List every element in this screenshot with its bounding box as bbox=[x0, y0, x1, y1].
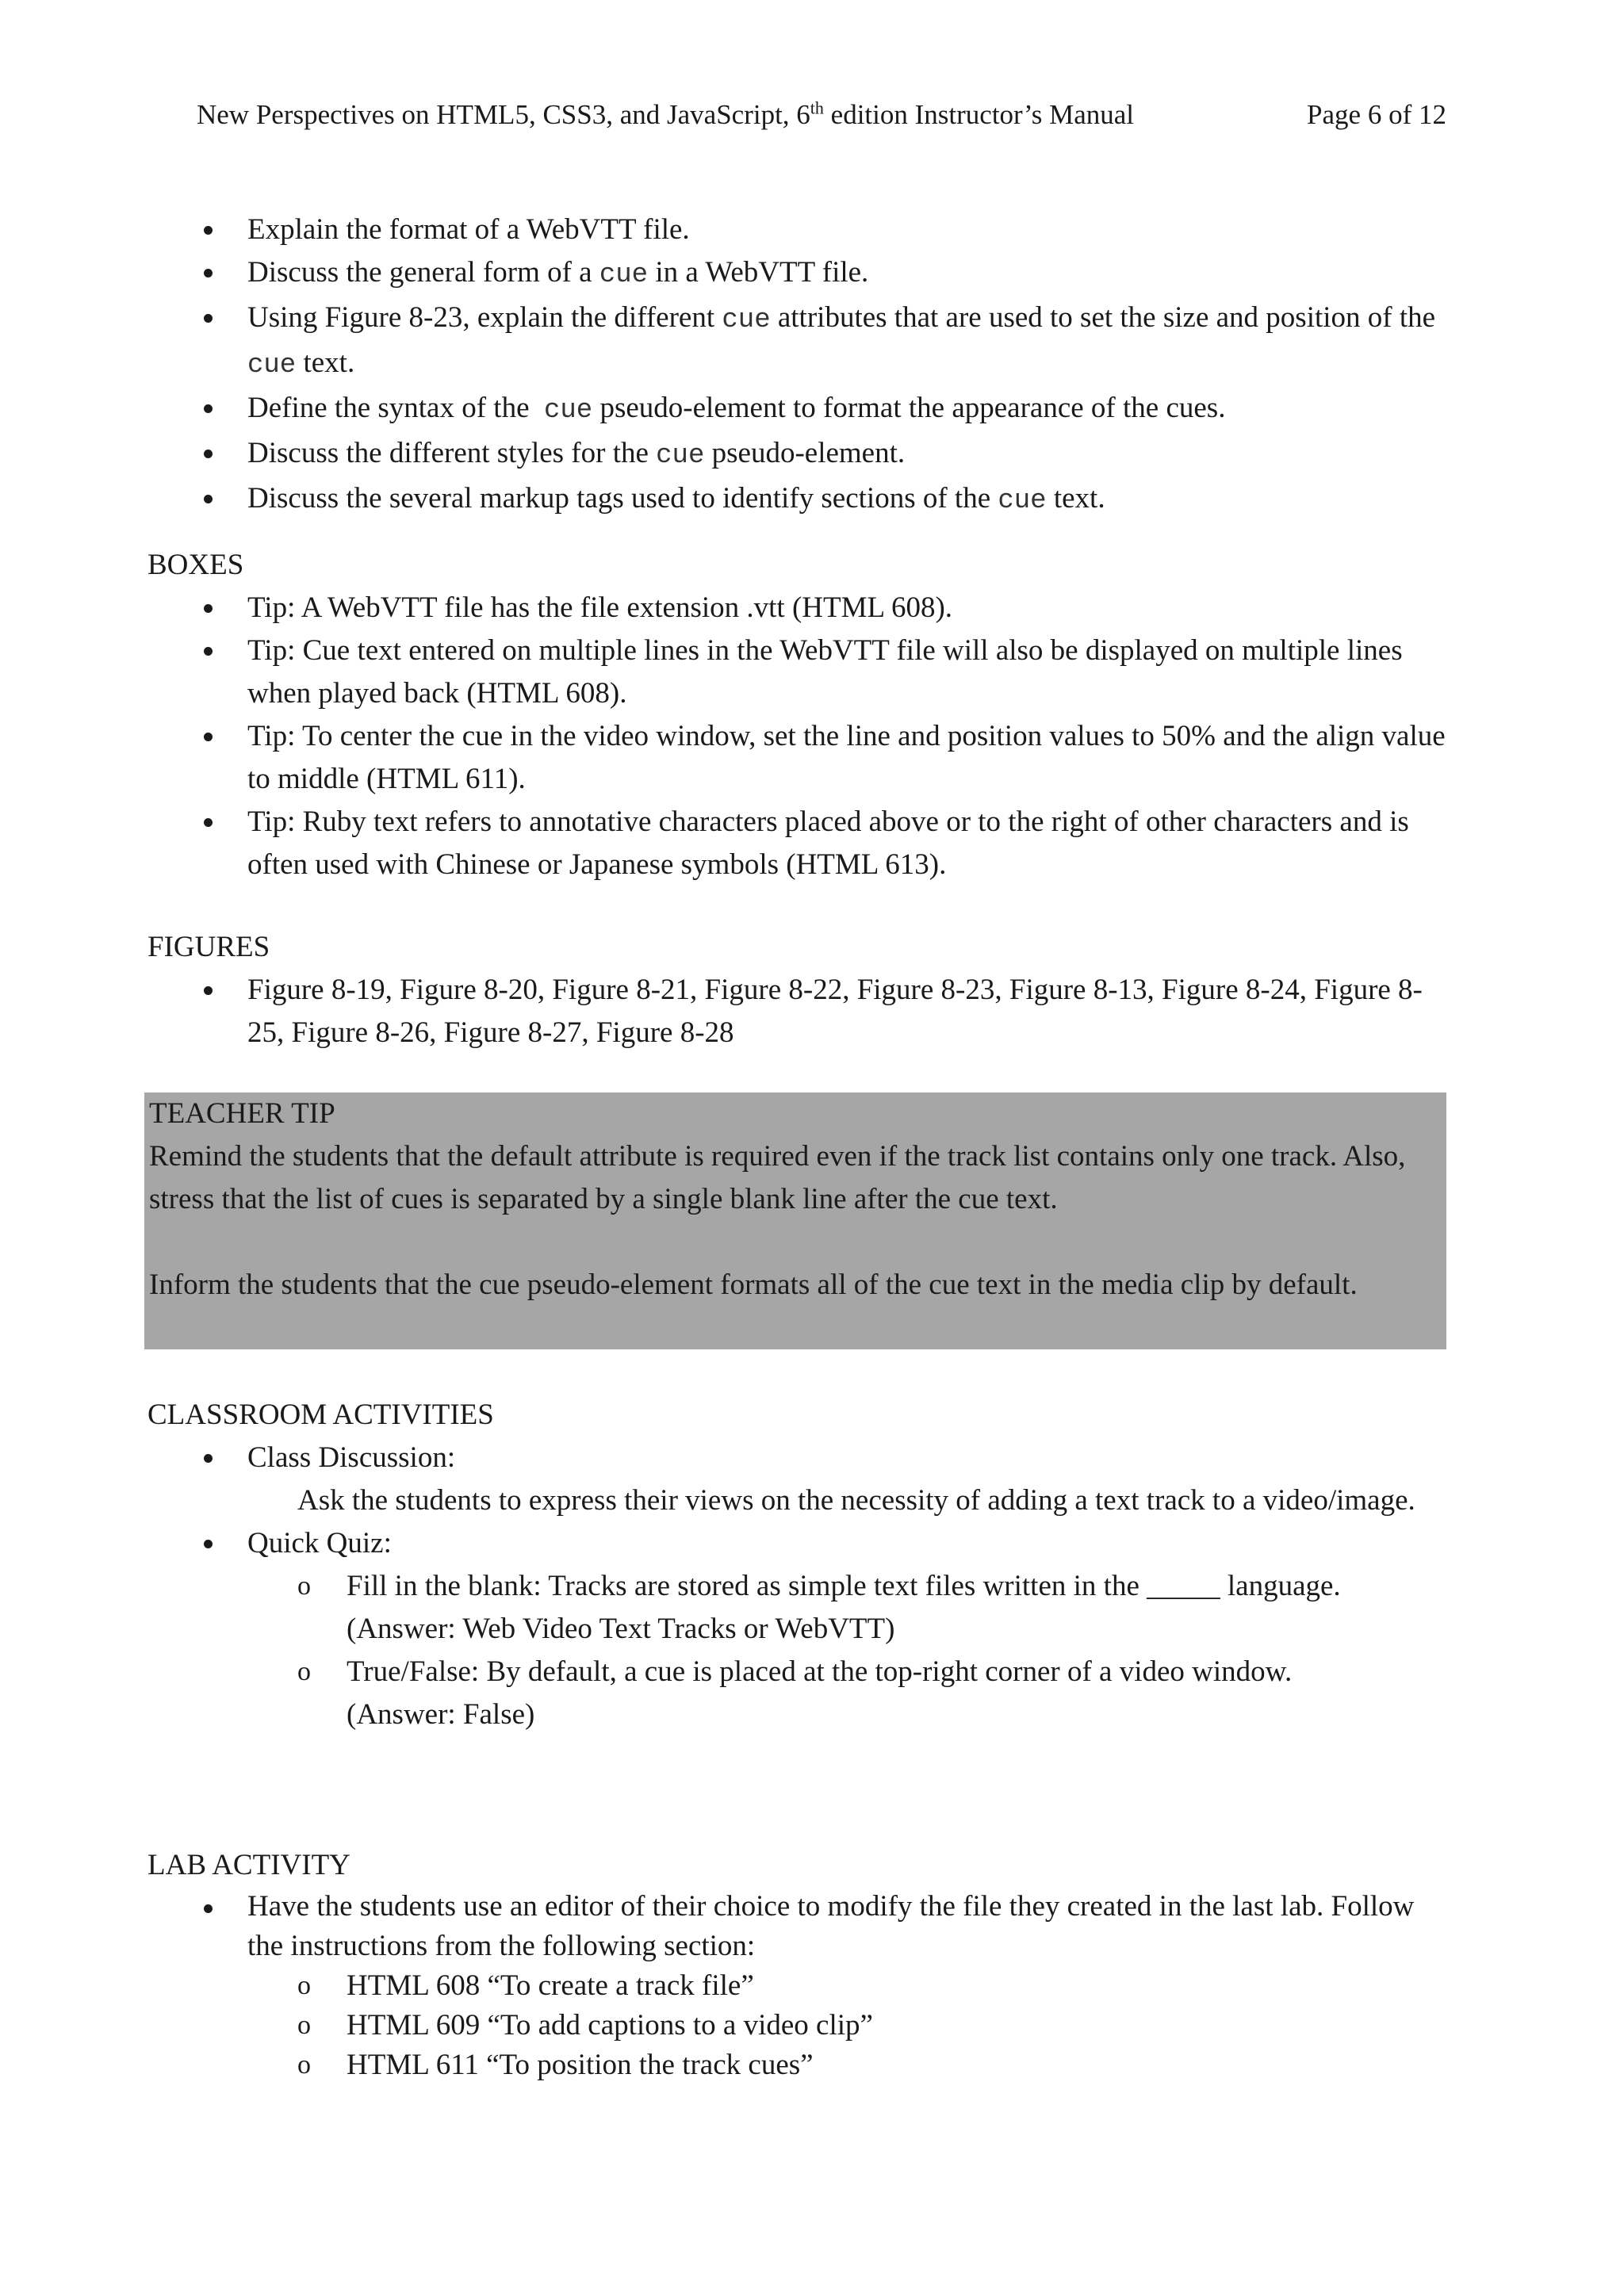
text-run: text. bbox=[1046, 482, 1105, 515]
text-run: Discuss the general form of a bbox=[247, 256, 599, 289]
list-item bbox=[247, 297, 1453, 387]
class-discussion-item bbox=[247, 1437, 1453, 1522]
lab-activity-list bbox=[247, 1887, 1453, 2085]
quiz-question-text: o Fill in the blank: Tracks are stored as simple text files written in the _____ language. bbox=[347, 1570, 1341, 1602]
quiz-answer: (Answer: False) bbox=[347, 1698, 535, 1731]
inline-code: cue bbox=[247, 350, 297, 381]
quiz-question-text: o True/False: By default, a cue is placed at the top-right corner of a video window. bbox=[347, 1655, 1293, 1688]
quiz-question bbox=[247, 1651, 1453, 1736]
list-item bbox=[247, 209, 1453, 251]
figures-list bbox=[247, 969, 1453, 1054]
text-run: pseudo-element. bbox=[704, 437, 906, 469]
intro-bullet-list bbox=[247, 209, 1453, 522]
page-number: Page 6 of 12 bbox=[1307, 99, 1446, 130]
text-run: Discuss the different styles for the bbox=[247, 437, 657, 469]
list-item: Figure 8-19, Figure 8-20, Figure 8-21, Figure 8-22, Figure 8-23, Figure 8-13, Figure 8-24, Figure 8-25, Figure 8-26, Figure 8-27, Figure 8-28 bbox=[247, 969, 1453, 1054]
edition-superscript: th bbox=[810, 98, 824, 118]
quick-quiz-item bbox=[247, 1522, 1453, 1736]
classroom-activities-list bbox=[247, 1437, 1453, 1736]
inline-code: cue bbox=[656, 441, 705, 471]
inline-code: cue bbox=[544, 396, 593, 426]
document-title-main: New Perspectives on HTML5, CSS3, and JavaScript, 6 bbox=[197, 99, 810, 130]
inline-code: cue bbox=[722, 305, 771, 335]
teacher-tip-heading: TEACHER TIP bbox=[149, 1097, 335, 1130]
document-title bbox=[197, 94, 1134, 136]
text-run: Define the syntax of the bbox=[247, 392, 544, 424]
lab-step: o HTML 611 “To position the track cues” bbox=[247, 2045, 1453, 2085]
text-run: Using Figure 8-23, explain the different bbox=[247, 301, 722, 334]
text-run: pseudo-element to format the appearance of the cues. bbox=[592, 392, 1226, 424]
teacher-tip-paragraph: Remind the students that the default attribute is required even if the track list contains only one track. Also, stress that the list of cues is separated by a single blank line after the cue text. bbox=[149, 1140, 1406, 1215]
text-run: text. bbox=[296, 346, 355, 379]
text-run: Discuss the several markup tags used to identify sections of the bbox=[247, 482, 998, 515]
lab-steps-list bbox=[247, 1966, 1453, 2085]
inline-code: cue bbox=[599, 260, 649, 290]
list-item: Tip: Ruby text refers to annotative characters placed above or to the right of other characters and is often used with Chinese or Japanese symbols (HTML 613). bbox=[247, 801, 1453, 886]
text-run: in a WebVTT file. bbox=[648, 256, 869, 289]
lab-activity-item bbox=[247, 1887, 1453, 2085]
inline-code: cue bbox=[998, 486, 1047, 516]
text-run: Explain the format of a WebVTT file. bbox=[247, 213, 690, 246]
list-item: Tip: To center the cue in the video window, set the line and position values to 50% and the align value to middle (HTML 611). bbox=[247, 715, 1453, 801]
class-discussion-text: Ask the students to express their views on the necessity of adding a text track to a video/image. bbox=[297, 1484, 1415, 1517]
list-item: Tip: Cue text entered on multiple lines in the WebVTT file will also be displayed on multiple lines when played back (HTML 608). bbox=[247, 629, 1453, 715]
quick-quiz-list bbox=[247, 1565, 1453, 1736]
lab-activity-text: Have the students use an editor of their choice to modify the file they created in the last lab. Follow the instructions from the following section: bbox=[247, 1890, 1415, 1962]
boxes-heading: BOXES bbox=[147, 549, 244, 581]
lab-activity-heading: LAB ACTIVITY bbox=[147, 1849, 350, 1881]
list-item bbox=[247, 387, 1453, 432]
quick-quiz-label: Quick Quiz: bbox=[247, 1527, 392, 1559]
list-item bbox=[247, 432, 1453, 477]
running-header bbox=[197, 94, 1446, 136]
paragraph-gap bbox=[149, 1221, 1442, 1264]
teacher-tip-paragraph: Inform the students that the cue pseudo-element formats all of the cue text in the media clip by default. bbox=[149, 1269, 1358, 1301]
classroom-activities-heading: CLASSROOM ACTIVITIES bbox=[147, 1399, 494, 1431]
list-item: Tip: A WebVTT file has the file extension .vtt (HTML 608). bbox=[247, 587, 1453, 629]
text-run: attributes that are used to set the size and position of the bbox=[770, 301, 1443, 334]
lab-step: o HTML 608 “To create a track file” bbox=[247, 1966, 1453, 2006]
quiz-question bbox=[247, 1565, 1453, 1651]
figures-heading: FIGURES bbox=[147, 931, 270, 963]
boxes-list bbox=[247, 587, 1453, 886]
quiz-answer: (Answer: Web Video Text Tracks or WebVTT) bbox=[347, 1613, 895, 1645]
teacher-tip-box bbox=[144, 1093, 1446, 1349]
list-item bbox=[247, 251, 1453, 297]
class-discussion-label: Class Discussion: bbox=[247, 1441, 456, 1474]
lab-step: o HTML 609 “To add captions to a video clip” bbox=[247, 2006, 1453, 2045]
list-item bbox=[247, 477, 1453, 522]
document-title-rest: edition Instructor’s Manual bbox=[823, 99, 1135, 130]
